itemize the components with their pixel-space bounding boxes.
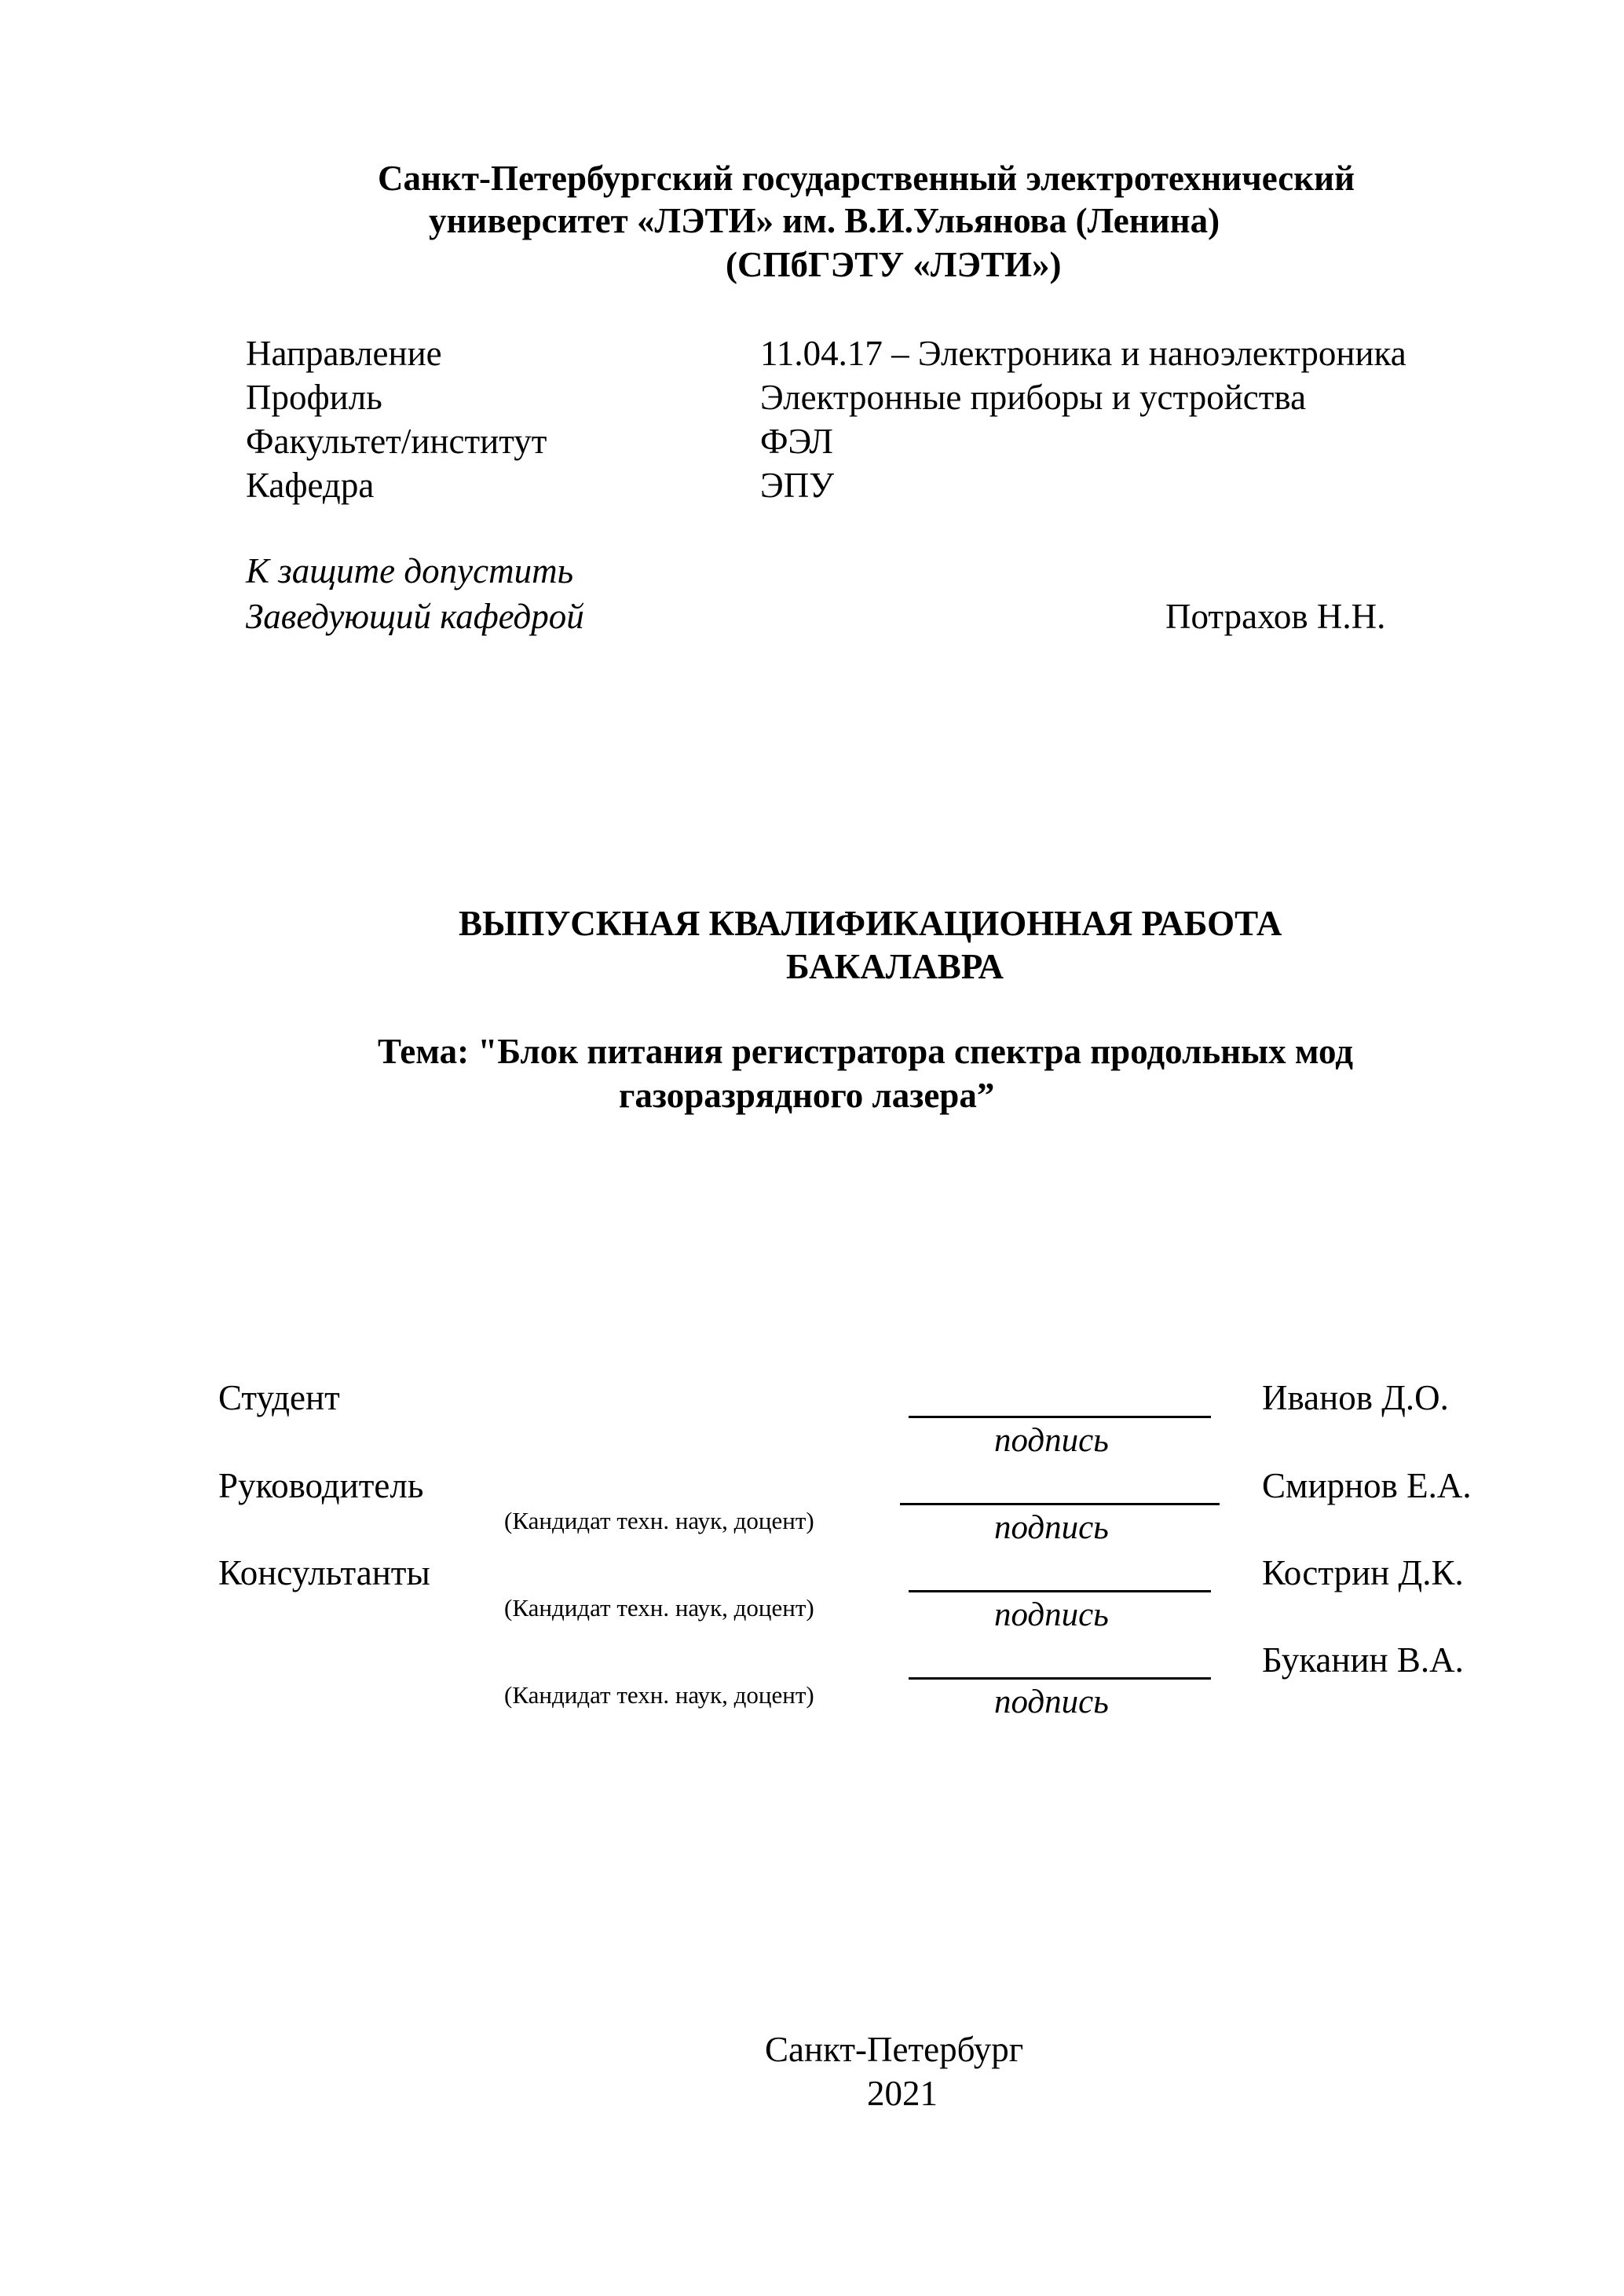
supervisor-signature-line	[900, 1503, 1220, 1505]
university-name-line2: университет «ЛЭТИ» им. В.И.Ульянова (Ленина)	[429, 201, 1220, 240]
consultant1-signature-caption: подпись	[994, 1596, 1109, 1633]
supervisor-role: Руководитель	[218, 1466, 424, 1505]
footer-year: 2021	[867, 2074, 938, 2113]
student-signature-caption: подпись	[994, 1422, 1109, 1459]
student-name: Иванов Д.О.	[1262, 1378, 1449, 1417]
direction-label: Направление	[246, 334, 442, 373]
supervisor-name: Смирнов Е.А.	[1262, 1466, 1472, 1505]
consultant1-signature-line	[909, 1590, 1211, 1592]
profile-label: Профиль	[246, 378, 382, 417]
consultant2-degree: (Кандидат техн. наук, доцент)	[504, 1681, 814, 1709]
consultant1-name: Кострин Д.К.	[1262, 1553, 1464, 1592]
profile-value: Электронные приборы и устройства	[760, 378, 1307, 417]
faculty-label: Факультет/институт	[246, 422, 547, 461]
university-name-line1: Санкт-Петербургский государственный электротехнический	[378, 159, 1355, 198]
consultant2-signature-line	[909, 1677, 1211, 1680]
department-value: ЭПУ	[760, 466, 835, 505]
direction-value: 11.04.17 – Электроника и наноэлектроника	[760, 334, 1406, 373]
footer-city: Санкт-Петербург	[765, 2030, 1024, 2069]
supervisor-degree: (Кандидат техн. наук, доцент)	[504, 1507, 814, 1534]
work-title-line1: ВЫПУСКНАЯ КВАЛИФИКАЦИОННАЯ РАБОТА	[459, 904, 1282, 943]
student-role: Студент	[218, 1378, 340, 1417]
university-abbreviation: (СПбГЭТУ «ЛЭТИ»)	[726, 245, 1062, 284]
consultant2-signature-caption: подпись	[994, 1684, 1109, 1720]
student-signature-line	[909, 1416, 1211, 1418]
approval-line2: Заведующий кафедрой	[246, 597, 584, 636]
approval-line1: К защите допустить	[246, 551, 574, 590]
consultant2-name: Буканин В.А.	[1262, 1640, 1464, 1680]
work-title-line2: БАКАЛАВРА	[786, 947, 1004, 986]
topic-line2: газоразрядного лазера”	[619, 1076, 995, 1115]
head-of-department-name: Потрахов Н.Н.	[1165, 597, 1386, 636]
consultant1-degree: (Кандидат техн. наук, доцент)	[504, 1594, 814, 1621]
consultants-role: Консультанты	[218, 1553, 430, 1592]
faculty-value: ФЭЛ	[760, 422, 833, 461]
supervisor-signature-caption: подпись	[994, 1509, 1109, 1546]
topic-line1: Тема: "Блок питания регистратора спектра продольных мод	[378, 1032, 1353, 1071]
department-label: Кафедра	[246, 466, 375, 505]
